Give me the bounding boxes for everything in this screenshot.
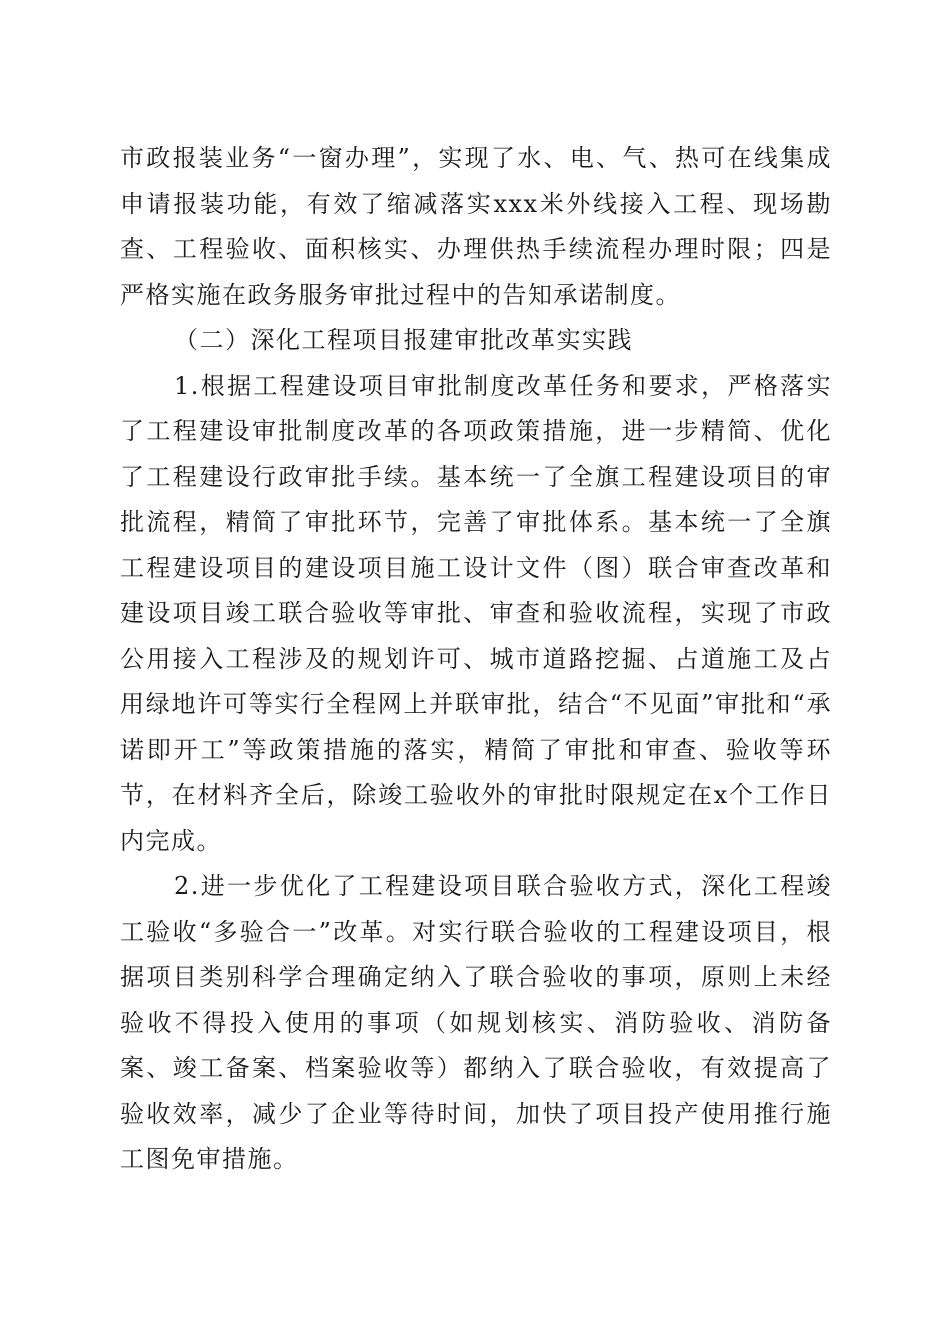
continuation-paragraph: 市政报装业务“一窗办理”，实现了水、电、气、热可在线集成申请报装功能，有效了缩减落实xxx米外线接入工程、现场勘查、工程验收、面积核实、办理供热手续流程办理时限；四是严格实施在政务服务审批过程中的告知承诺制度。: [120, 144, 832, 309]
paragraph-1: 1.根据工程建设项目审批制度改革任务和要求，严格落实了工程建设审批制度改革的各项政策措施，进一步精简、优化了工程建设行政审批手续。基本统一了全旗工程建设项目的审批流程，精简了审批环节，完善了审批体系。基本统一了全旗工程建设项目的建设项目施工设计文件（图）联合审查改革和建设项目竣工联合验收等审批、审查和验收流程，实现了市政公用接入工程涉及的规划许可、城市道路挖掘、占道施工及占用绿地许可等实行全程网上并联审批，结合“不见面”审批和“承诺即开工”等政策措施的落实，精简了审批和审查、验收等环节，在材料齐全后，除竣工验收外的审批时限规定在x个工作日内完成。: [120, 371, 832, 855]
section-heading: （二）深化工程项目报建审批改革实实践: [174, 326, 633, 354]
paragraph-2: 2.进一步优化了工程建设项目联合验收方式，深化工程竣工验收“多验合一”改革。对实行联合验收的工程建设项目，根据项目类别科学合理确定纳入了联合验收的事项，原则上未经验收不得投入使用的事项（如规划核实、消防验收、消防备案、竣工备案、档案验收等）都纳入了联合验收，有效提高了验收效率，减少了企业等待时间，加快了项目投产使用推行施工图免审措施。: [120, 872, 832, 1173]
document-body: [120, 136, 832, 1183]
